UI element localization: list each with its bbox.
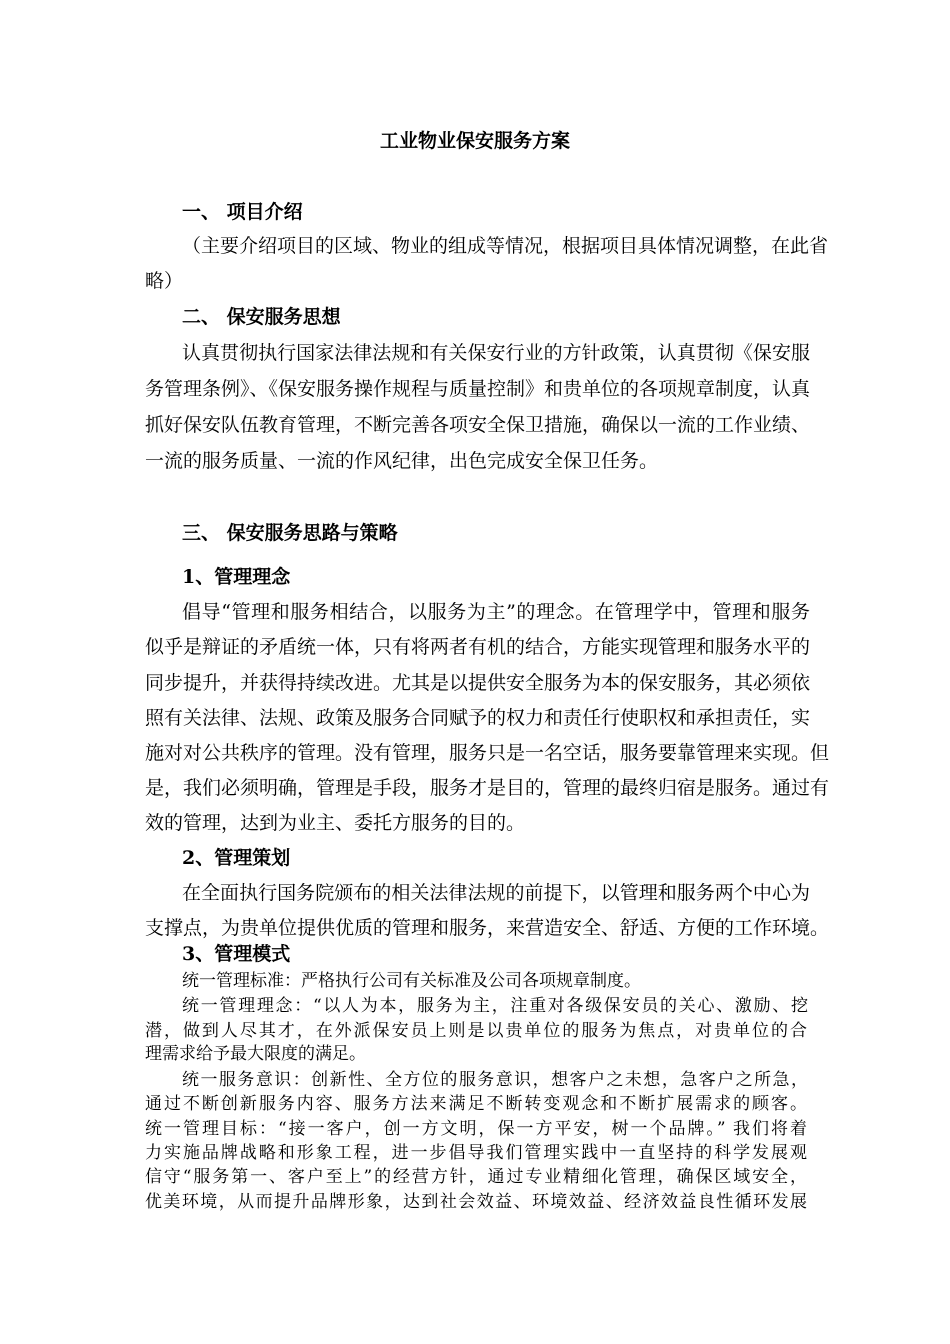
paragraph-line: 统一管理理念：“以人为本，服务为主，注重对各级保安员的关心、激励、挖 [182,996,808,1016]
paragraph-line: 统一管理目标：“接一客户，创一方文明，保一方平安，树一个品牌。” 我们将着 [145,1119,807,1139]
paragraph-line: 认真贯彻执行国家法律法规和有关保安行业的方针政策，认真贯彻《保安服 [182,342,810,364]
paragraph-line: 通过不断创新服务内容、服务方法来满足不断转变观念和不断扩展需求的顾客。 [145,1094,807,1114]
paragraph-line: 同步提升，并获得持续改进。尤其是以提供安全服务为本的保安服务，其必须依 [145,672,811,694]
paragraph-line: 务管理条例》、《保安服务操作规程与质量控制》和贵单位的各项规章制度，认真 [145,378,811,400]
paragraph-line: 略） [145,270,184,292]
paragraph-line: 理需求给予最大限度的满足。 [145,1044,366,1064]
subsection-heading-management-model: 3、管理模式 [182,943,291,965]
subsection-heading-management-planning: 2、管理策划 [182,847,291,869]
paragraph-line: （主要介绍项目的区域、物业的组成等情况，根据项目具体情况调整，在此省 [182,235,829,257]
section-heading-service-philosophy: 二、 保安服务思想 [182,306,341,328]
paragraph-line: 效的管理，达到为业主、委托方服务的目的。 [145,812,526,834]
paragraph-line: 优美环境，从而提升品牌形象，达到社会效益、环境效益、经济效益良性循环发展 [145,1192,807,1212]
subsection-heading-management-concept: 1、管理理念 [182,566,291,588]
paragraph-line: 是，我们必须明确，管理是手段，服务才是目的，管理的最终归宿是服务。通过有 [145,777,830,799]
paragraph-line: 力实施品牌战略和形象工程，进一步倡导我们管理实践中一直坚持的科学发展观 [145,1143,807,1163]
paragraph-line: 一流的服务质量、一流的作风纪律，出色完成安全保卫任务。 [145,450,659,472]
paragraph-line: 照有关法律、法规、政策及服务合同赋予的权力和责任行使职权和承担责任，实 [145,707,811,729]
paragraph-line: 统一服务意识：创新性、全方位的服务意识，想客户之未想，急客户之所急， [182,1070,808,1090]
section-heading-service-strategy: 三、 保安服务思路与策略 [182,522,398,544]
section-heading-project-intro: 一、 项目介绍 [182,201,303,223]
paragraph-line: 信守“服务第一、客户至上”的经营方针，通过专业精细化管理，确保区域安全， [145,1167,807,1187]
paragraph-line: 潜，做到人尽其才，在外派保安员上则是以贵单位的服务为焦点，对贵单位的合 [145,1021,807,1041]
paragraph-line: 统一管理标准：严格执行公司有关标准及公司各项规章制度。 [182,971,641,991]
paragraph-line: 似乎是辩证的矛盾统一体，只有将两者有机的结合，方能实现管理和服务水平的 [145,636,811,658]
paragraph-line: 在全面执行国务院颁布的相关法律法规的前提下，以管理和服务两个中心为 [182,882,810,904]
paragraph-line: 倡导“管理和服务相结合，以服务为主”的理念。在管理学中，管理和服务 [182,601,810,623]
paragraph-line: 施对对公共秩序的管理。没有管理，服务只是一名空话，服务要靠管理来实现。但 [145,742,830,764]
paragraph-line: 抓好保安队伍教育管理，不断完善各项安全保卫措施，确保以一流的工作业绩、 [145,414,811,436]
paragraph-line: 支撑点，为贵单位提供优质的管理和服务，来营造安全、舒适、方便的工作环境。 [145,917,830,939]
document-title: 工业物业保安服务方案 [379,130,570,152]
